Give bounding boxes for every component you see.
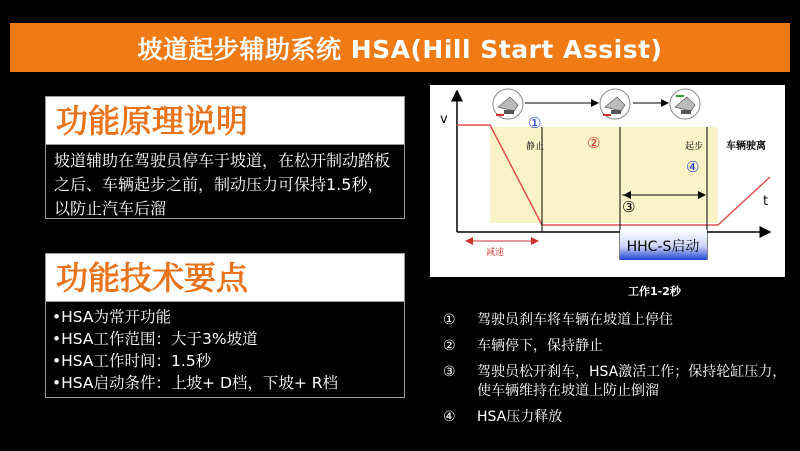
key-point-item: •HSA启动条件：上坡+ D档，下坡+ R档 bbox=[52, 374, 339, 392]
title-bar bbox=[10, 23, 790, 72]
t-axis-label: t bbox=[763, 194, 769, 209]
start-label: 起步 bbox=[685, 142, 704, 152]
step-item bbox=[443, 337, 788, 356]
step-text: 驾驶员松开刹车，HSA激活工作；保持轮缸压力，使车辆维持在坡道上防止倒溜 bbox=[477, 364, 787, 399]
decel-label: 减速 bbox=[486, 248, 505, 258]
v-axis-label: v bbox=[440, 112, 448, 127]
diagram-svg bbox=[430, 85, 785, 277]
hold-zone bbox=[490, 127, 718, 223]
key-point-item: •HSA为常开功能 bbox=[52, 308, 172, 326]
marker-2: ② bbox=[587, 134, 601, 152]
accelerator-icon bbox=[670, 89, 700, 119]
key-point-item: •HSA工作范围：大于3%坡道 bbox=[52, 330, 258, 348]
step-item bbox=[443, 311, 788, 330]
work-time-label: 工作1-2秒 bbox=[628, 285, 681, 298]
step-number: ① bbox=[443, 312, 456, 328]
page-title: 坡道起步辅助系统 HSA(Hill Start Assist) bbox=[137, 34, 663, 64]
key-points-list bbox=[46, 302, 404, 398]
key-points-box bbox=[45, 253, 405, 398]
step-number: ② bbox=[443, 338, 456, 354]
steps-list bbox=[443, 311, 788, 434]
marker-4: ④ bbox=[686, 158, 700, 176]
hsa-timing-diagram bbox=[430, 85, 785, 277]
drive-off-label: 车辆驶离 bbox=[726, 141, 766, 152]
principle-heading: 功能原理说明 bbox=[46, 97, 404, 145]
principle-text: 坡道辅助在驾驶员停车于坡道，在松开制动踏板之后、车辆起步之前，制动压力可保持1.5秒，以防止汽车后溜 bbox=[54, 151, 391, 218]
step-number: ③ bbox=[443, 364, 456, 380]
principle-box bbox=[45, 96, 405, 219]
stop-label: 静止 bbox=[526, 142, 545, 152]
brake-hold-icon bbox=[600, 89, 630, 119]
step-text: 驾驶员刹车将车辆在坡道上停住 bbox=[477, 312, 673, 328]
key-point-item: •HSA工作时间：1.5秒 bbox=[52, 352, 212, 370]
step-item bbox=[443, 408, 788, 427]
step-item bbox=[443, 363, 788, 401]
step-text: HSA压力释放 bbox=[477, 409, 563, 425]
brake-press-icon bbox=[493, 89, 523, 119]
hhc-label: HHC-S启动 bbox=[626, 239, 700, 255]
marker-3: ③ bbox=[622, 198, 636, 216]
key-points-heading: 功能技术要点 bbox=[46, 254, 404, 302]
marker-1: ① bbox=[528, 114, 542, 132]
step-number: ④ bbox=[443, 409, 456, 425]
step-text: 车辆停下，保持静止 bbox=[477, 338, 603, 354]
